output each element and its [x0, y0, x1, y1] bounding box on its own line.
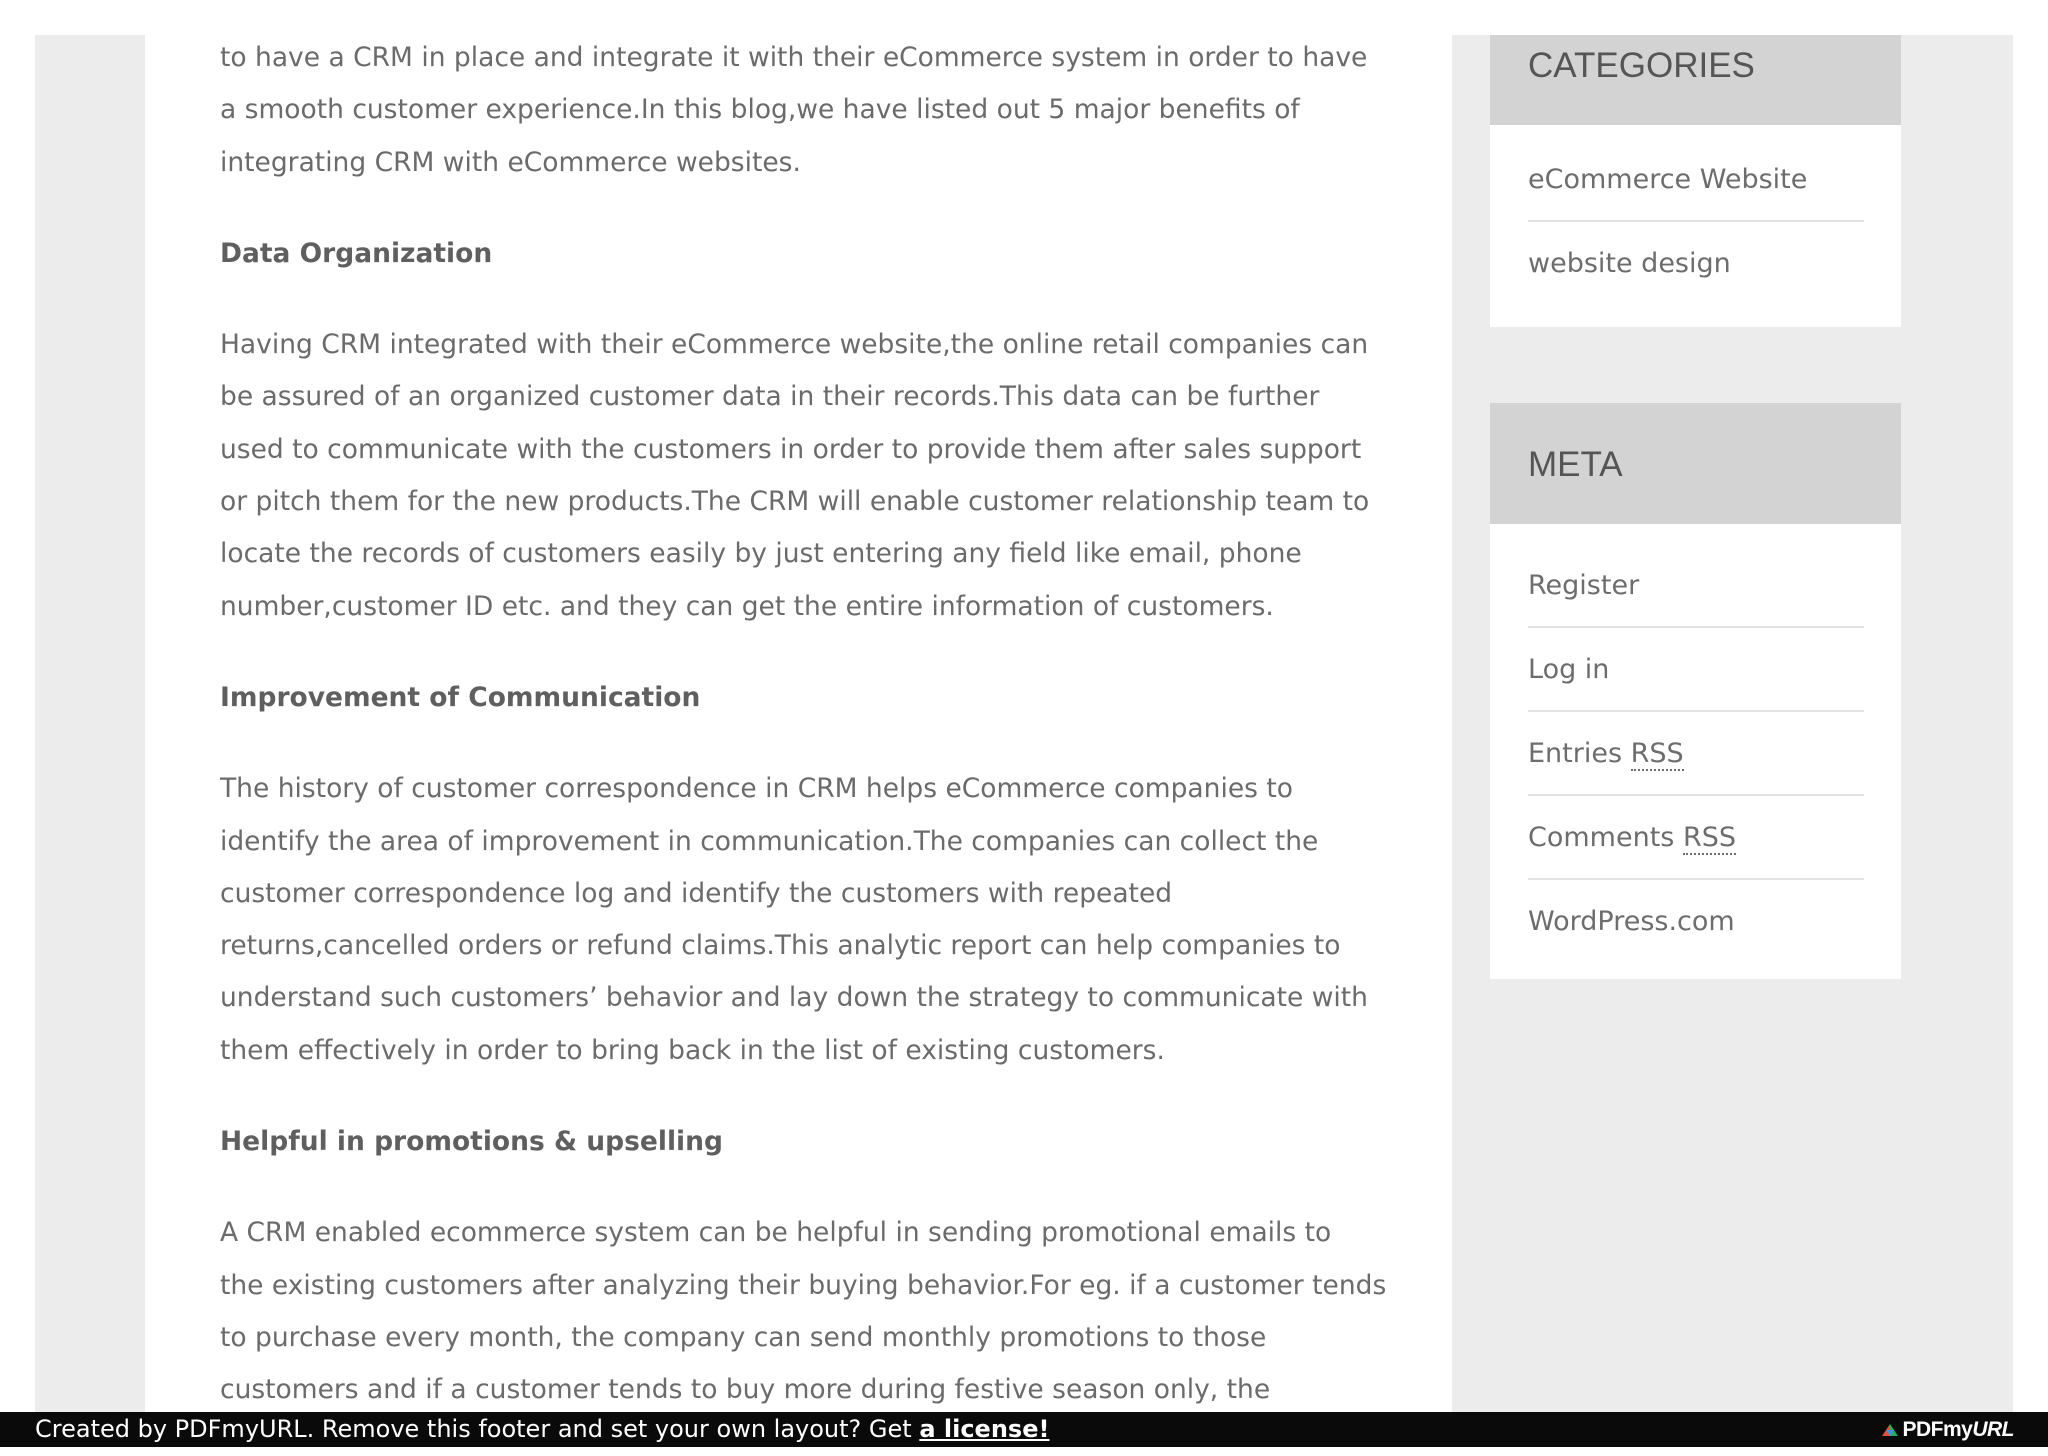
- article-body: [220, 32, 1400, 1456]
- pdf-footer-bar: [0, 1412, 2048, 1447]
- paragraph-line: locate the records of customers easily by just entering any field like email, phone: [220, 538, 1302, 570]
- meta-list: [1490, 524, 1901, 964]
- categories-widget: [1490, 35, 1901, 327]
- entries-label: Entries: [1528, 738, 1623, 769]
- paragraph-promotions-upselling: [220, 1207, 1400, 1416]
- category-link-website-design[interactable]: website design: [1528, 248, 1731, 279]
- intro-line: to have a CRM in place and integrate it with their eCommerce system in order to have: [220, 42, 1368, 73]
- paragraph-line: The history of customer correspondence in CRM helps eCommerce companies to: [220, 773, 1293, 805]
- rss-abbreviation: RSS: [1682, 822, 1736, 853]
- intro-line: a smooth customer experience.In this blog,we have listed out 5 major benefits of: [220, 94, 1300, 126]
- paragraph-line: identify the area of improvement in communication.The companies can collect the: [220, 825, 1319, 857]
- meta-link-wordpress[interactable]: WordPress.com: [1528, 906, 1735, 937]
- meta-link-register[interactable]: Register: [1528, 544, 1864, 628]
- pdfmyurl-logo-icon: [1878, 1418, 1902, 1442]
- paragraph-line: understand such customers’ behavior and lay down the strategy to communicate with: [220, 982, 1368, 1014]
- footer-message: [35, 1412, 1049, 1447]
- paragraph-line: the existing customers after analyzing their buying behavior.For eg. if a customer tends: [220, 1269, 1387, 1301]
- section-heading-data-organization: Data Organization: [220, 237, 493, 269]
- paragraph-improvement-of-communication: [220, 763, 1400, 1077]
- paragraph-line: or pitch them for the new products.The CRM will enable customer relationship team to: [220, 486, 1370, 518]
- logo-main: PDFmy: [1902, 1418, 1973, 1441]
- categories-widget-title: CATEGORIES: [1490, 35, 1901, 125]
- logo-url: URL: [1972, 1418, 2014, 1441]
- category-link-ecommerce-website[interactable]: eCommerce Website: [1528, 138, 1864, 222]
- paragraph-line: be assured of an organized customer data in their records.This data can be further: [220, 381, 1320, 413]
- license-link[interactable]: a license!: [919, 1415, 1050, 1443]
- paragraph-line: to purchase every month, the company can send monthly promotions to those: [220, 1321, 1267, 1353]
- intro-paragraph: [220, 32, 1400, 189]
- paragraph-line: them effectively in order to bring back in the list of existing customers.: [220, 1034, 1165, 1066]
- paragraph-line: customer correspondence log and identify the customers with repeated: [220, 877, 1173, 909]
- paragraph-data-organization: [220, 319, 1400, 633]
- meta-widget: [1490, 403, 1901, 979]
- rss-abbreviation: RSS: [1630, 738, 1684, 769]
- logo-wordmark: [1902, 1412, 2014, 1447]
- paragraph-line: customers and if a customer tends to buy more during festive season only, the: [220, 1374, 1271, 1406]
- comments-label: Comments: [1528, 822, 1675, 853]
- meta-link-login[interactable]: Log in: [1528, 628, 1864, 712]
- categories-list: [1490, 125, 1901, 306]
- paragraph-line: A CRM enabled ecommerce system can be helpful in sending promotional emails to: [220, 1217, 1332, 1249]
- section-heading-promotions-upselling: Helpful in promotions & upselling: [220, 1126, 723, 1158]
- meta-link-entries-rss[interactable]: [1528, 712, 1864, 796]
- meta-widget-title: META: [1490, 403, 1901, 524]
- section-heading-improvement-of-communication: Improvement of Communication: [220, 681, 701, 713]
- paragraph-line: Having CRM integrated with their eCommerce website,the online retail companies can: [220, 329, 1369, 361]
- meta-link-comments-rss[interactable]: [1528, 796, 1864, 880]
- pdfmyurl-logo: [1878, 1412, 2014, 1447]
- footer-text: Created by PDFmyURL. Remove this footer and set your own layout? Get: [35, 1415, 912, 1443]
- paragraph-line: number,customer ID etc. and they can get the entire information of customers.: [220, 590, 1274, 622]
- intro-line: integrating CRM with eCommerce websites.: [220, 146, 801, 178]
- paragraph-line: used to communicate with the customers in order to provide them after sales support: [220, 433, 1362, 465]
- paragraph-line: returns,cancelled orders or refund claims.This analytic report can help companies to: [220, 930, 1341, 962]
